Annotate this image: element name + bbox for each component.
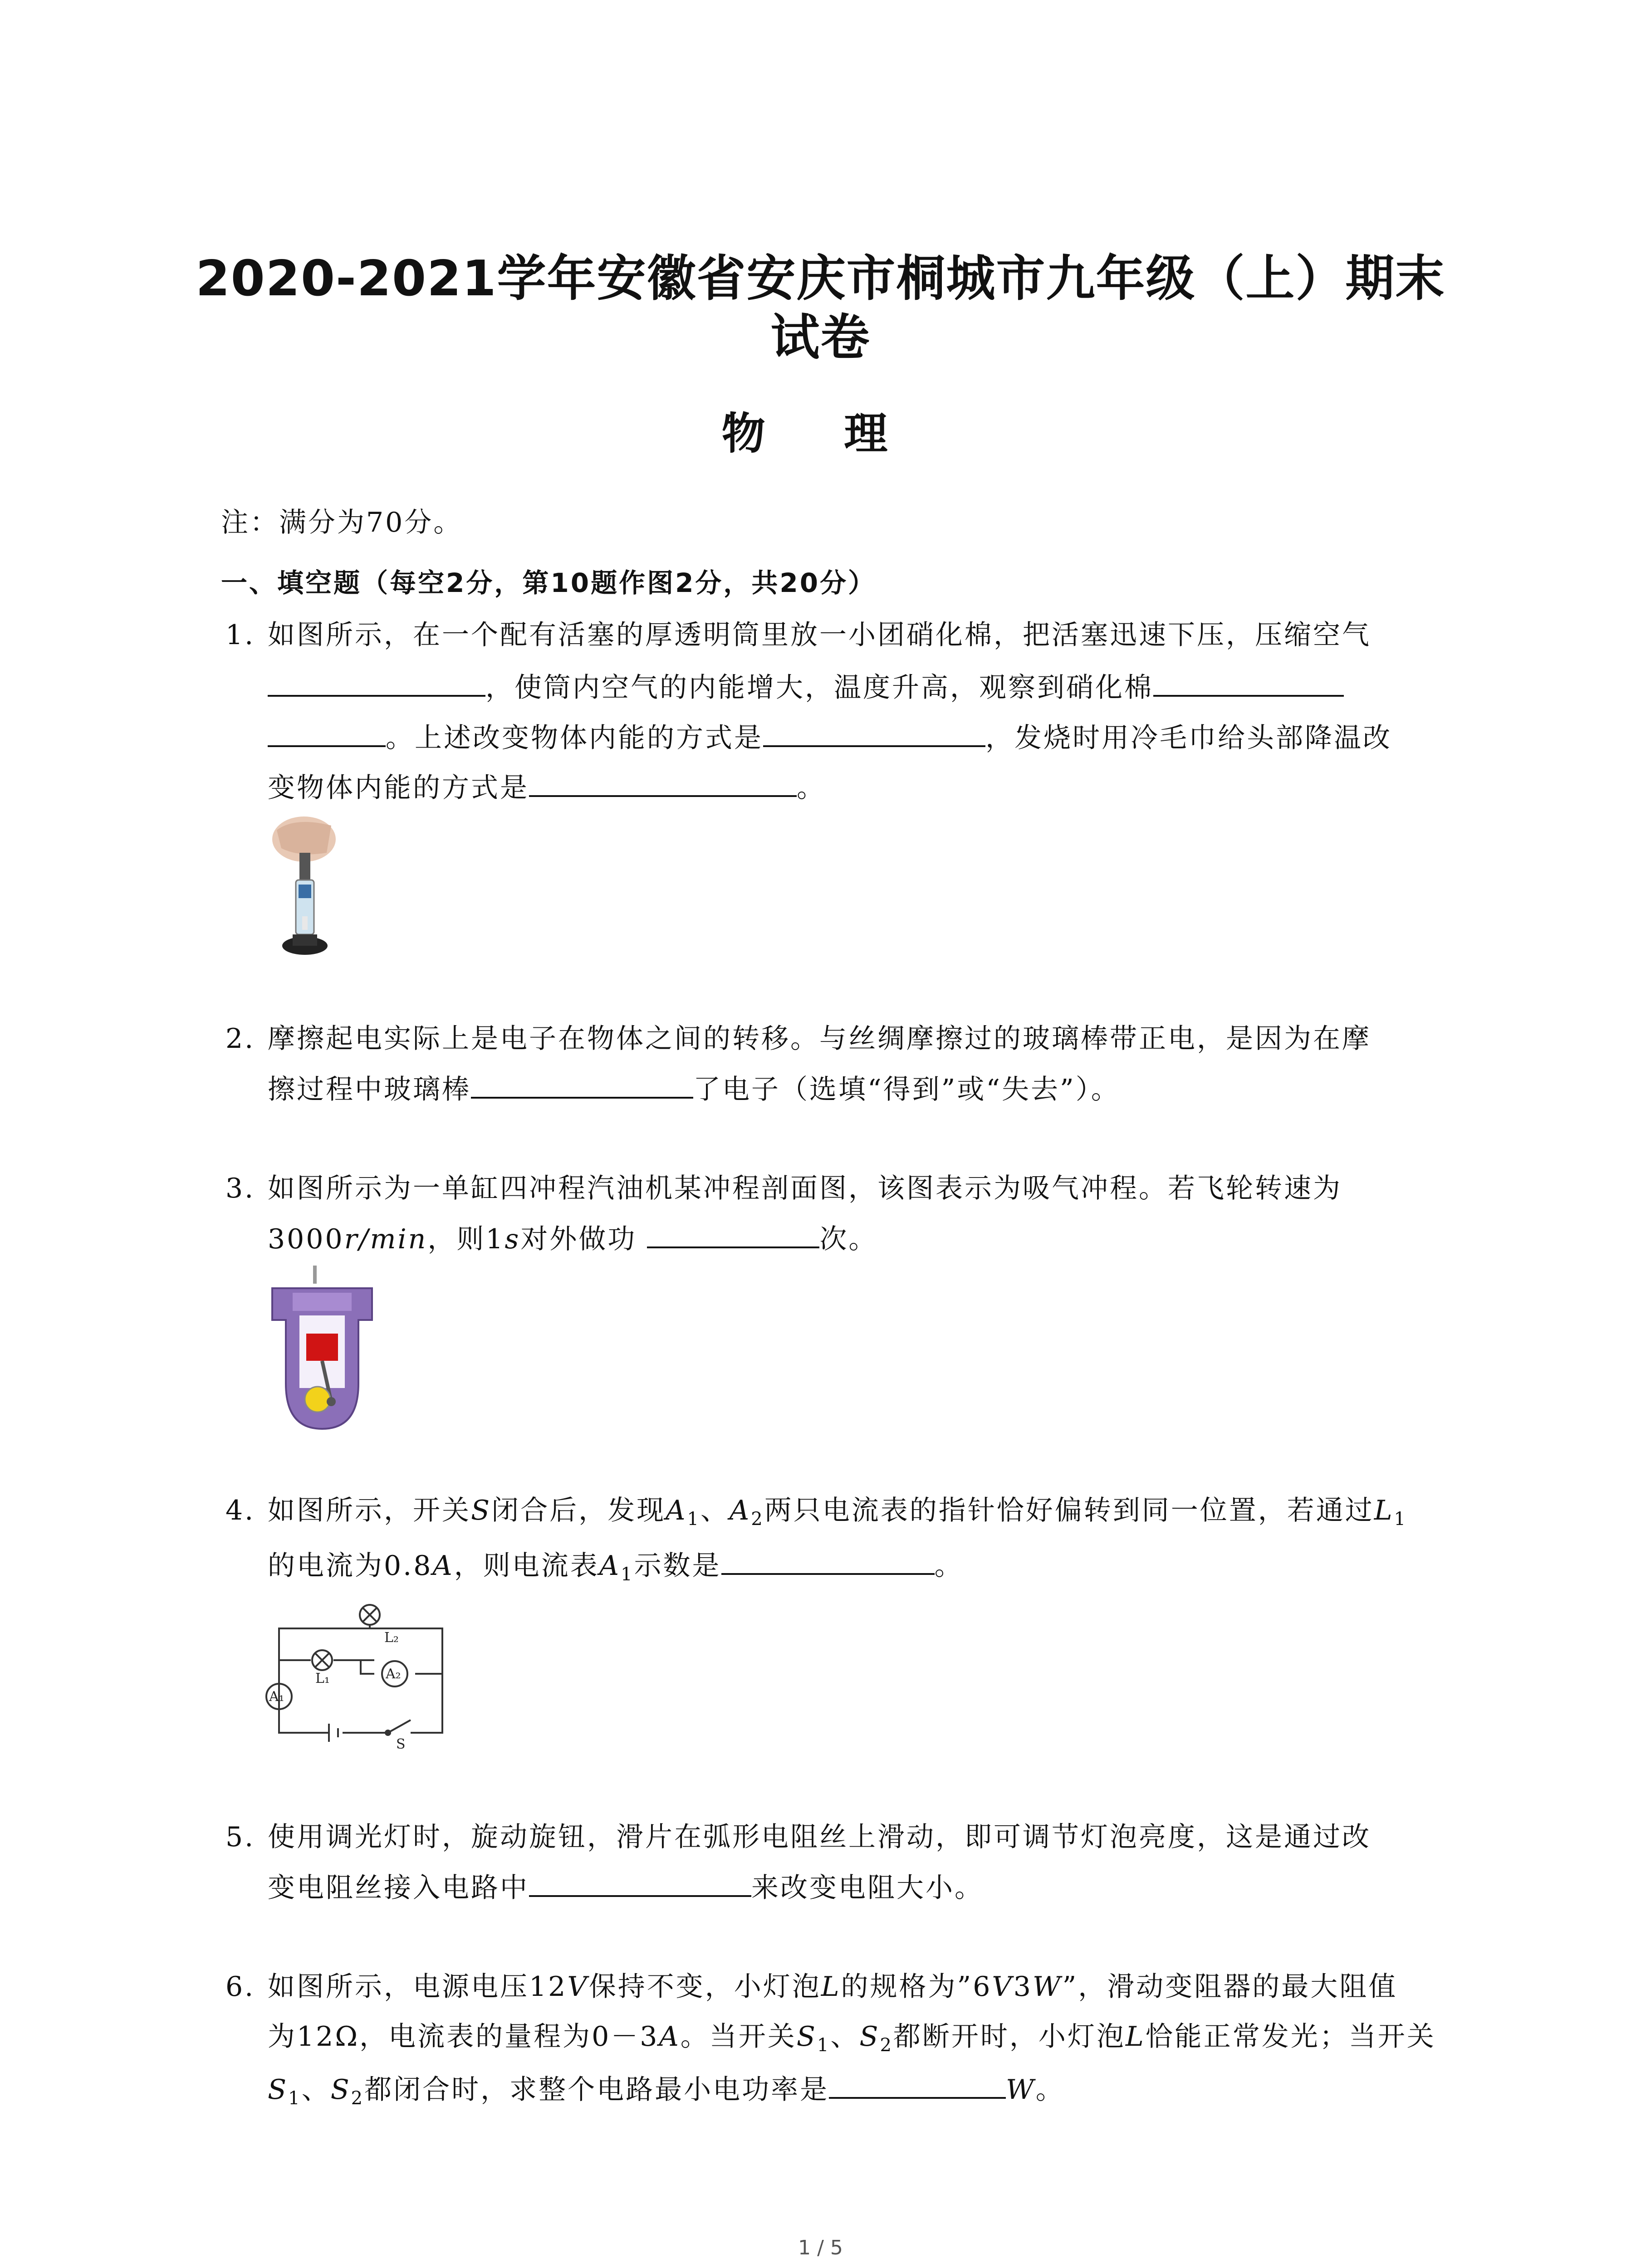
circuit-diagram xyxy=(265,1601,456,1751)
switch-symbol: S xyxy=(268,2074,289,2106)
question-number: 5. xyxy=(225,1821,255,1853)
question-text: 为12Ω，电流表的量程为0－3 xyxy=(268,2021,659,2053)
question-text: 3 xyxy=(1013,1971,1033,2003)
subscript: 1 xyxy=(1394,1509,1407,1530)
question-text: 示数是 xyxy=(634,1550,721,1582)
unit: V xyxy=(992,1971,1014,2003)
question-text: 如图所示，电源电压12 xyxy=(268,1971,568,2003)
label-a2: A₂ xyxy=(386,1666,401,1682)
question-text: 的规格为”6 xyxy=(841,1971,992,2003)
switch-symbol: S xyxy=(330,2074,351,2106)
answer-blank[interactable] xyxy=(647,1220,819,1248)
question-text: 的电流为0.8 xyxy=(268,1550,433,1582)
question-text: ，则电流表 xyxy=(454,1550,599,1582)
question-text: 3000 xyxy=(268,1223,344,1255)
question-text: 、 xyxy=(700,1495,730,1526)
question-number: 4. xyxy=(225,1495,255,1526)
unit: s xyxy=(505,1223,521,1255)
label-l1: L₁ xyxy=(315,1671,330,1686)
unit: W xyxy=(1032,1971,1063,2003)
question-number: 1. xyxy=(225,619,255,651)
ammeter-symbol: A xyxy=(666,1495,687,1526)
engine-cross-section-image xyxy=(268,1266,377,1433)
switch-symbol: S xyxy=(471,1495,492,1526)
question-text: 了电子（选填“得到”或“失去”）。 xyxy=(693,1074,1120,1105)
ammeter-symbol: A xyxy=(729,1495,751,1526)
question-text: ，使筒内空气的内能增大，温度升高，观察到硝化棉 xyxy=(485,672,1153,704)
question-text: 如图所示，开关 xyxy=(268,1495,471,1526)
subject-title: 物 理 xyxy=(721,408,920,459)
lamp-symbol: L xyxy=(1125,2021,1146,2053)
question-number: 6. xyxy=(225,1971,255,2003)
title-line-1: 2020-2021学年安徽省安庆市桐城市九年级（上）期末 xyxy=(196,250,1445,307)
question-text: 保持不变，小灯泡 xyxy=(588,1971,821,2003)
unit: r/min xyxy=(344,1223,428,1255)
lamp-symbol: L xyxy=(821,1971,841,2003)
question-text: ，发烧时用冷毛巾给头部降温改 xyxy=(985,722,1392,754)
unit: W xyxy=(1006,2074,1036,2106)
question-text: 都闭合时，求整个电路最小电功率是 xyxy=(364,2074,829,2106)
subscript: 1 xyxy=(288,2088,302,2109)
answer-blank[interactable] xyxy=(529,769,797,797)
question-text: 、 xyxy=(301,2074,331,2106)
switch-symbol: S xyxy=(796,2021,817,2053)
question-text: 使用调光灯时，旋动旋钮，滑片在弧形电阻丝上滑动，即可调节灯泡亮度，这是通过改 xyxy=(268,1821,1371,1853)
ammeter-symbol: A xyxy=(599,1550,621,1582)
answer-blank[interactable] xyxy=(721,1547,935,1575)
subscript: 2 xyxy=(351,2088,365,2109)
answer-blank[interactable] xyxy=(763,719,985,747)
answer-blank[interactable] xyxy=(529,1869,751,1897)
switch-symbol: S xyxy=(859,2021,880,2053)
question-text: ”，滑动变阻器的最大阻值 xyxy=(1062,1971,1398,2003)
label-s: S xyxy=(396,1736,406,1751)
question-text: 擦过程中玻璃棒 xyxy=(268,1074,471,1105)
subscript: 2 xyxy=(880,2035,893,2056)
answer-blank[interactable] xyxy=(268,669,485,697)
question-text: ，则1 xyxy=(427,1223,505,1255)
label-l2: L₂ xyxy=(384,1630,399,1646)
question-text: 闭合后，发现 xyxy=(491,1495,666,1526)
title-line-2: 试卷 xyxy=(770,309,871,366)
question-text: 、 xyxy=(830,2021,860,2053)
question-number: 2. xyxy=(225,1023,255,1055)
answer-blank[interactable] xyxy=(268,719,386,747)
unit: A xyxy=(659,2021,681,2053)
subscript: 2 xyxy=(751,1509,764,1530)
label-a1: A₁ xyxy=(269,1689,284,1705)
section-heading: 一、填空题（每空2分，第10题作图2分，共20分） xyxy=(221,567,877,598)
question-text: 。 xyxy=(1035,2074,1065,2106)
question-text: 。 xyxy=(934,1550,964,1582)
answer-blank[interactable] xyxy=(1153,669,1344,697)
question-text: 。上述改变物体内能的方式是 xyxy=(386,722,763,754)
score-note: 注：满分为70分。 xyxy=(221,507,463,538)
unit: V xyxy=(567,1971,589,2003)
answer-blank[interactable] xyxy=(829,2071,1006,2099)
question-text: 次。 xyxy=(819,1223,878,1255)
question-text: 变电阻丝接入电路中 xyxy=(268,1872,529,1904)
question-text: 。 xyxy=(797,772,826,804)
question-text: 恰能正常发光；当开关 xyxy=(1145,2021,1436,2053)
subscript: 1 xyxy=(687,1509,700,1530)
page-number: 1 / 5 xyxy=(798,2236,843,2259)
question-text: 都断开时，小灯泡 xyxy=(893,2021,1126,2053)
question-text: 。当开关 xyxy=(680,2021,797,2053)
lamp-symbol: L xyxy=(1374,1495,1394,1526)
question-text: 来改变电阻大小。 xyxy=(751,1872,984,1904)
subscript: 1 xyxy=(621,1564,634,1585)
unit: A xyxy=(432,1550,454,1582)
question-text: 变物体内能的方式是 xyxy=(268,772,529,804)
piston-cylinder-image xyxy=(268,812,354,966)
question-text: 两只电流表的指针恰好偏转到同一位置，若通过 xyxy=(764,1495,1374,1526)
question-text: 对外做功 xyxy=(520,1223,637,1255)
answer-blank[interactable] xyxy=(471,1070,693,1099)
question-number: 3. xyxy=(225,1173,255,1204)
subscript: 1 xyxy=(817,2035,831,2056)
question-text: 如图所示为一单缸四冲程汽油机某冲程剖面图，该图表示为吸气冲程。若飞轮转速为 xyxy=(268,1173,1342,1204)
question-text: 摩擦起电实际上是电子在物体之间的转移。与丝绸摩擦过的玻璃棒带正电，是因为在摩 xyxy=(268,1023,1371,1055)
question-text: 如图所示，在一个配有活塞的厚透明筒里放一小团硝化棉，把活塞迅速下压，压缩空气 xyxy=(268,619,1371,651)
